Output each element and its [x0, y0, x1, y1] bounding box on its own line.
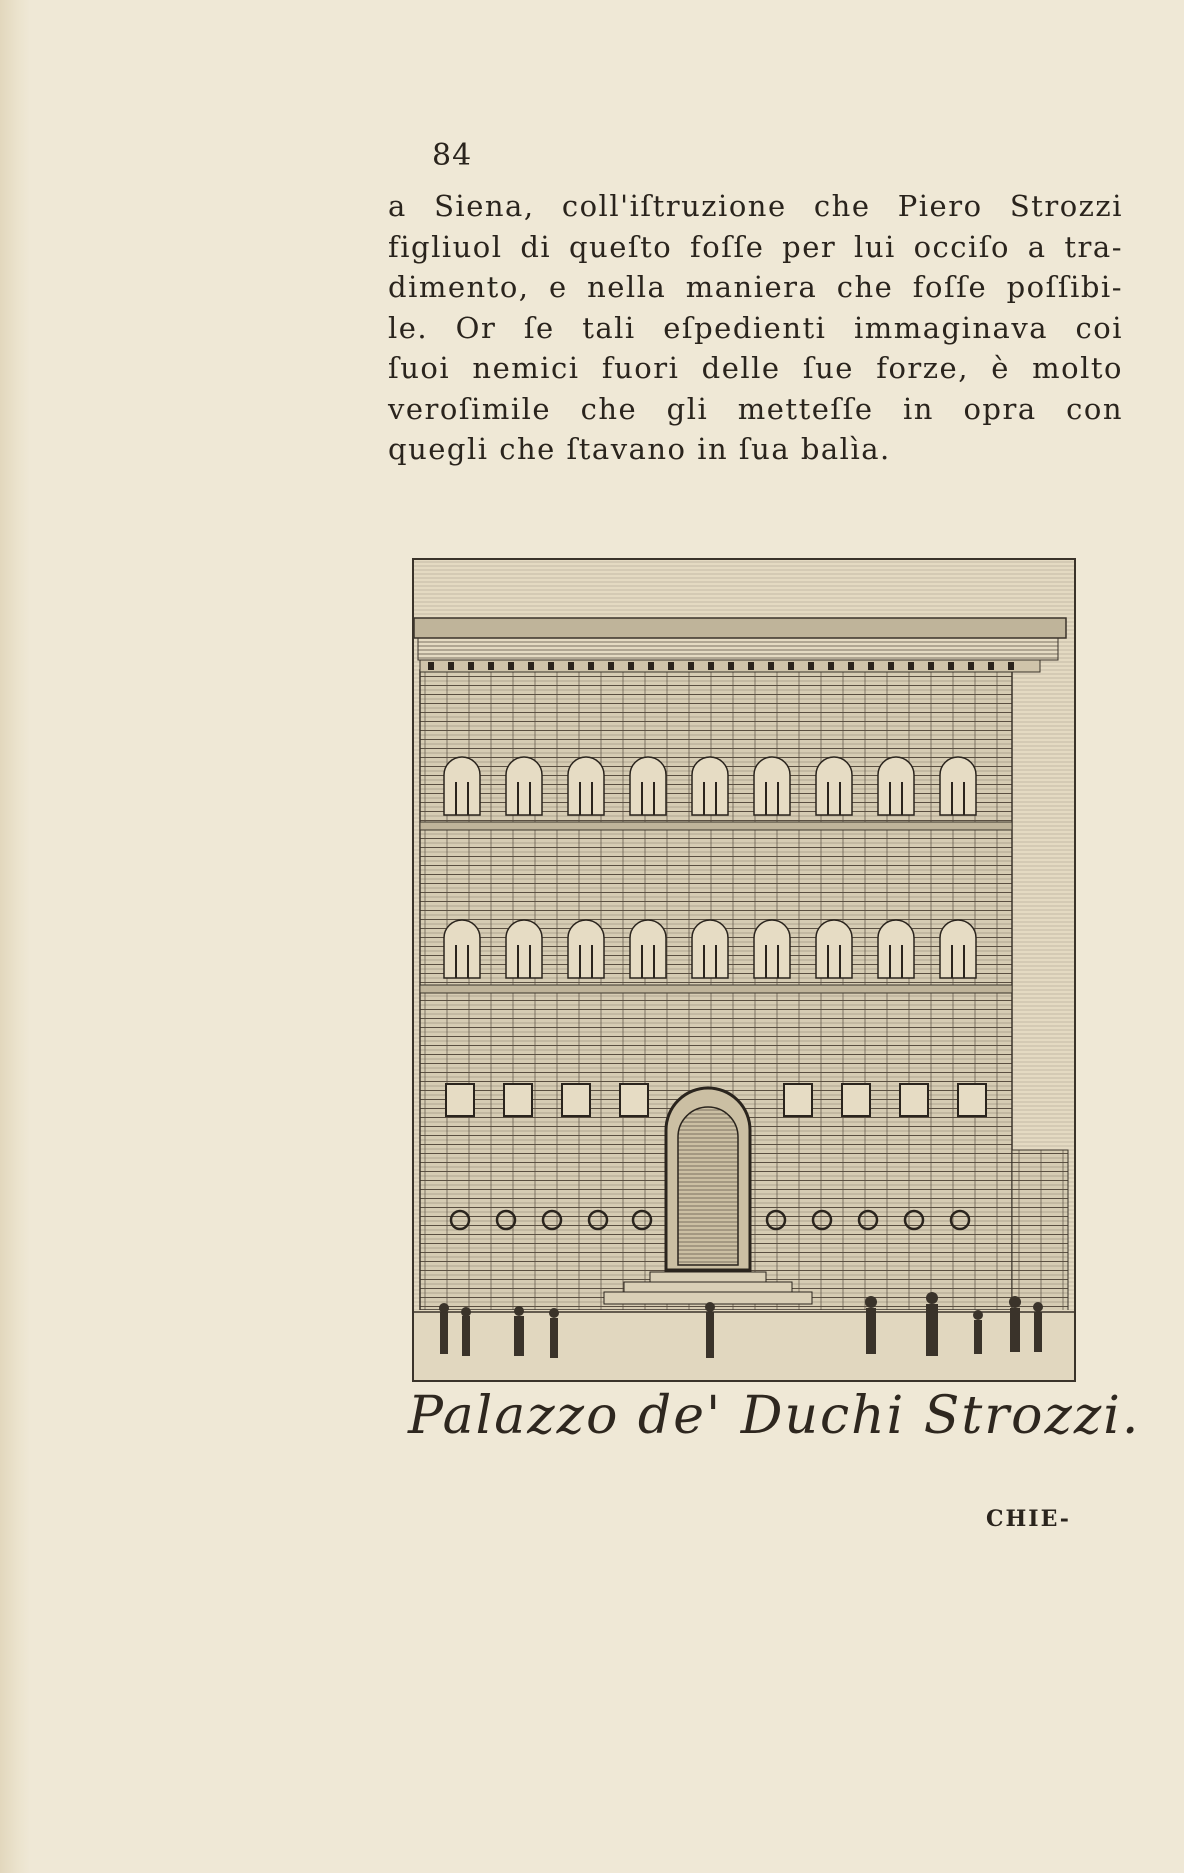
page-edge	[0, 0, 30, 1873]
text-line: ſuoi nemici fuori delle ſue forze, è molto	[388, 351, 1123, 385]
text-line: veroſimile che gli metteſſe in opra con	[388, 391, 1123, 426]
page-number: 84	[432, 138, 473, 173]
text-line: le. Or ſe tali eſpedienti immaginava coi	[388, 310, 1123, 345]
illustration-caption: Palazzo de' Duchi Strozzi.	[408, 1386, 1141, 1446]
palazzo-engraving	[412, 558, 1076, 1382]
text-line: quegli che ſtavano in ſua balìa.	[388, 432, 891, 466]
text-line: a Siena, coll'iſtruzione che Piero Strozzi	[388, 189, 1123, 223]
text-line: dimento, e nella maniera che foſſe poſſibi-	[388, 270, 1123, 304]
body-text	[388, 186, 1123, 470]
catchword: CHIE-	[986, 1506, 1071, 1532]
text-line: figliuol di queſto foſſe per lui occiſo a tra-	[388, 229, 1123, 264]
